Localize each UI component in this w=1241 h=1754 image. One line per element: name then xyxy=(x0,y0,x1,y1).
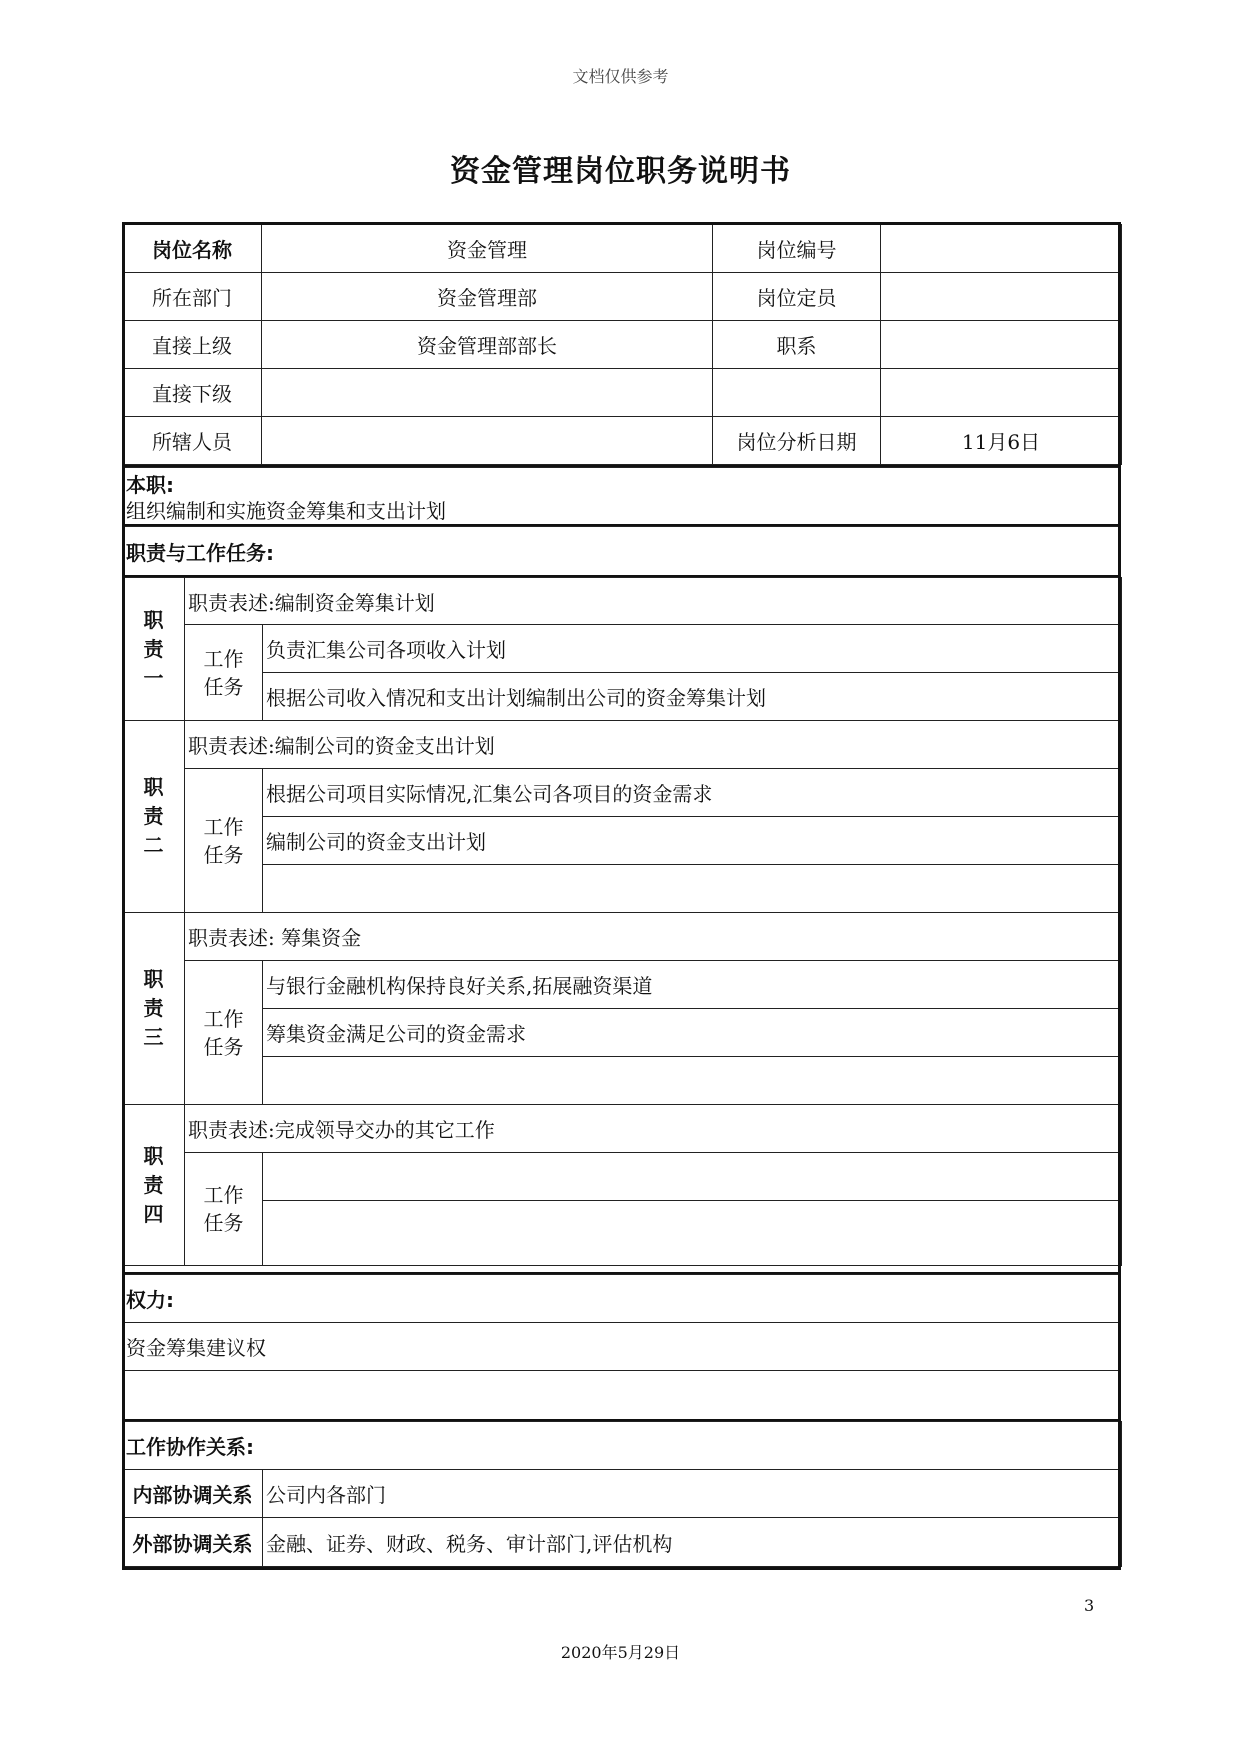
post-number-value xyxy=(881,225,1122,273)
post-name-label: 岗位名称 xyxy=(123,225,262,273)
duty-1-description: 职责表述:编制资金筹集计划 xyxy=(185,578,1122,625)
duty-3-label: 职 责 三 xyxy=(123,913,185,1105)
subordinate-extra-1 xyxy=(713,369,881,417)
department-label: 所在部门 xyxy=(123,273,262,321)
duty-2-description: 职责表述:编制公司的资金支出计划 xyxy=(185,721,1122,769)
duty-4-work-label: 工作 任务 xyxy=(185,1153,263,1266)
post-number-label: 岗位编号 xyxy=(713,225,881,273)
duty-3-task-1: 与银行金融机构保持良好关系,拓展融资渠道 xyxy=(263,961,1122,1009)
document-title: 资金管理岗位职务说明书 xyxy=(450,154,791,189)
superior-value: 资金管理部部长 xyxy=(262,321,713,369)
duty-4-task-1 xyxy=(263,1153,1122,1201)
main-duty-table xyxy=(122,467,1121,527)
subordinate-label: 直接下级 xyxy=(123,369,262,417)
duties-table xyxy=(122,577,1122,1266)
superior-label: 直接上级 xyxy=(123,321,262,369)
duty-4-label: 职 责 四 xyxy=(123,1105,185,1266)
headcount-label: 岗位定员 xyxy=(713,273,881,321)
analysis-date-value: 11月6日 xyxy=(881,417,1122,465)
duty-2-label: 职 责 二 xyxy=(123,721,185,913)
internal-relations-value: 公司内各部门 xyxy=(263,1470,1122,1518)
duties-header: 职责与工作任务: xyxy=(123,527,1121,576)
duty-2-work-label: 工作 任务 xyxy=(185,769,263,913)
main-duty-label: 本职: xyxy=(126,473,174,497)
duty-3-task-3 xyxy=(263,1057,1122,1105)
series-value xyxy=(881,321,1122,369)
header-note: 文档仅供参考 xyxy=(572,67,669,86)
duty-4-task-2 xyxy=(263,1201,1122,1266)
duty-1-task-1: 负责汇集公司各项收入计划 xyxy=(263,625,1122,673)
relations-table xyxy=(122,1421,1122,1567)
main-duty-cell xyxy=(123,468,1121,527)
post-info-table xyxy=(122,224,1122,465)
page-number: 3 xyxy=(1084,1596,1095,1615)
duty-2-task-2: 编制公司的资金支出计划 xyxy=(263,817,1122,865)
external-relations-value: 金融、证券、财政、税务、审计部门,评估机构 xyxy=(263,1518,1122,1567)
duty-4-description: 职责表述:完成领导交办的其它工作 xyxy=(185,1105,1122,1153)
external-relations-label: 外部协调关系 xyxy=(123,1518,263,1567)
headcount-value xyxy=(881,273,1122,321)
subordinate-value xyxy=(262,369,713,417)
duties-header-table xyxy=(122,526,1121,576)
authority-item-1: 资金筹集建议权 xyxy=(123,1323,1121,1371)
internal-relations-label: 内部协调关系 xyxy=(123,1470,263,1518)
subordinate-extra-2 xyxy=(881,369,1122,417)
authority-label: 权力: xyxy=(123,1275,1121,1323)
department-value: 资金管理部 xyxy=(262,273,713,321)
duty-3-description: 职责表述: 筹集资金 xyxy=(185,913,1122,961)
duty-3-work-label: 工作 任务 xyxy=(185,961,263,1105)
duty-1-label: 职 责 一 xyxy=(123,578,185,721)
post-name-value: 资金管理 xyxy=(262,225,713,273)
footer-date: 2020年5月29日 xyxy=(560,1643,681,1662)
duty-1-task-2: 根据公司收入情况和支出计划编制出公司的资金筹集计划 xyxy=(263,673,1122,721)
authority-item-2 xyxy=(123,1371,1121,1420)
authority-table xyxy=(122,1274,1121,1420)
staff-label: 所辖人员 xyxy=(123,417,262,465)
relations-label: 工作协作关系: xyxy=(123,1422,1122,1470)
staff-value xyxy=(262,417,713,465)
duty-3-task-2: 筹集资金满足公司的资金需求 xyxy=(263,1009,1122,1057)
duty-2-task-1: 根据公司项目实际情况,汇集公司各项目的资金需求 xyxy=(263,769,1122,817)
analysis-date-label: 岗位分析日期 xyxy=(713,417,881,465)
duty-1-work-label: 工作 任务 xyxy=(185,625,263,721)
duty-2-task-3 xyxy=(263,865,1122,913)
series-label: 职系 xyxy=(713,321,881,369)
main-duty-text: 组织编制和实施资金筹集和支出计划 xyxy=(126,499,446,523)
